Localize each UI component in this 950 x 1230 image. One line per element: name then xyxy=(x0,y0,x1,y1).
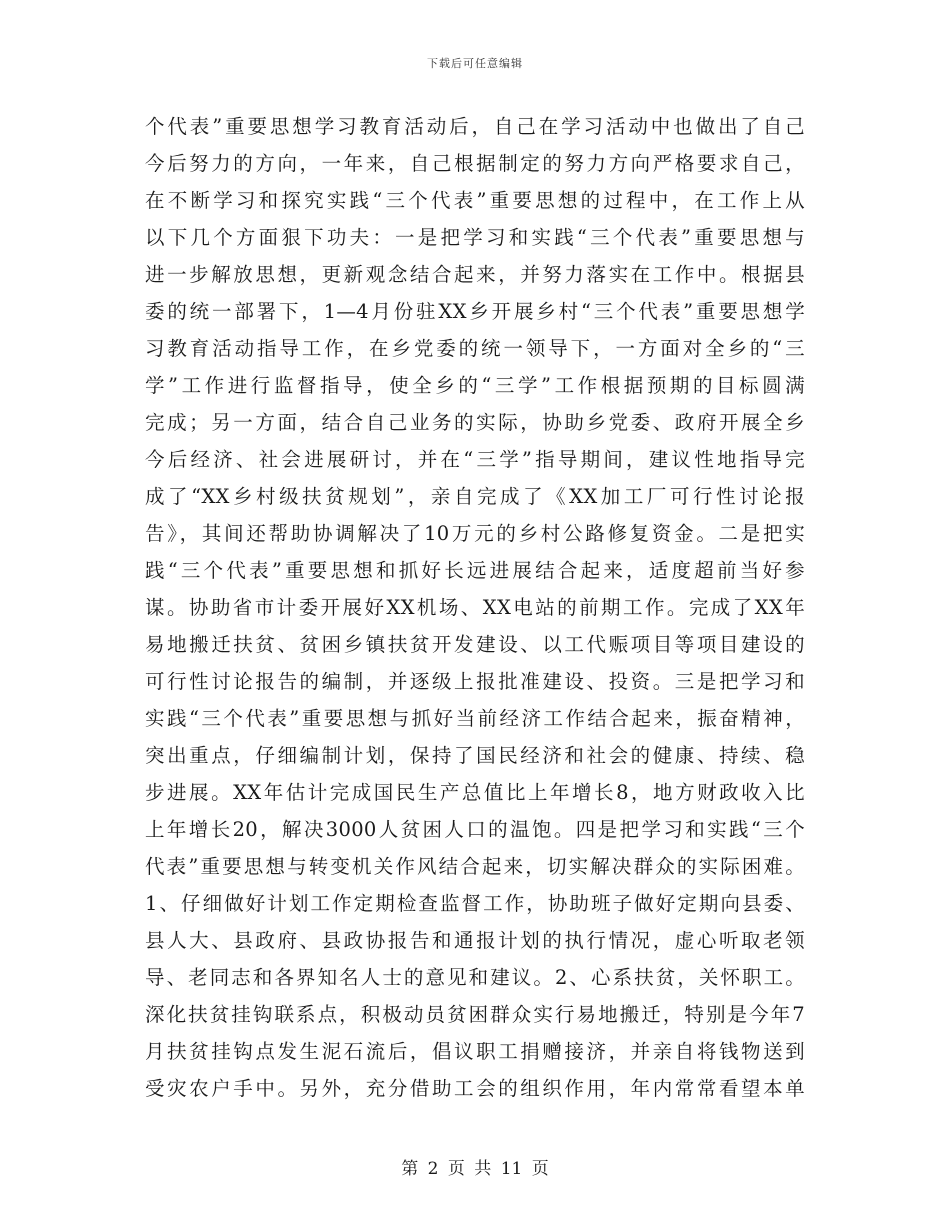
paragraph-line: 习教育活动指导工作，在乡党委的统一领导下，一方面对全乡的“三 xyxy=(145,337,805,360)
paragraph-line: 完成；另一方面，结合自己业务的实际，协助乡党委、政府开展全乡 xyxy=(145,411,805,434)
paragraph-line: 在不断学习和探究实践“三个代表”重要思想的过程中，在工作上从 xyxy=(145,189,805,212)
paragraph-line: 易地搬迁扶贫、贫困乡镇扶贫开发建设、以工代赈项目等项目建设的 xyxy=(145,633,805,656)
paragraph-line: 代表”重要思想与转变机关作风结合起来，切实解决群众的实际困难。 xyxy=(145,855,805,878)
paragraph-line: 受灾农户手中。另外，充分借助工会的组织作用，年内常常看望本单 xyxy=(145,1077,805,1100)
paragraph-line: 告》，其间还帮助协调解决了10万元的乡村公路修复资金。二是把实 xyxy=(145,522,805,545)
paragraph-line: 以下几个方面狠下功夫：一是把学习和实践“三个代表”重要思想与 xyxy=(145,226,805,249)
paragraph-line: 县人大、县政府、县政协报告和通报计划的执行情况，虚心听取老领 xyxy=(145,929,805,952)
page-header: 下载后可任意编辑 xyxy=(427,57,523,70)
paragraph-line: 月扶贫挂钩点发生泥石流后，倡议职工捐赠接济，并亲自将钱物送到 xyxy=(145,1040,805,1063)
paragraph-line: 谋。协助省市计委开展好XX机场、XX电站的前期工作。完成了XX年 xyxy=(145,596,805,619)
paragraph-line: 可行性讨论报告的编制，并逐级上报批准建设、投资。三是把学习和 xyxy=(145,670,805,693)
page-number-footer: 第 2 页 共 11 页 xyxy=(401,1159,549,1179)
paragraph-line: 个代表”重要思想学习教育活动后，自己在学习活动中也做出了自己 xyxy=(145,115,805,138)
paragraph-line: 今后努力的方向，一年来，自己根据制定的努力方向严格要求自己， xyxy=(145,152,805,175)
paragraph-line: 今后经济、社会进展研讨，并在“三学”指导期间，建议性地指导完 xyxy=(145,448,805,471)
document-body xyxy=(145,108,805,1107)
paragraph-line: 成了“XX乡村级扶贫规划”，亲自完成了《XX加工厂可行性讨论报 xyxy=(145,485,805,508)
paragraph-line: 导、老同志和各界知名人士的意见和建议。2、心系扶贫，关怀职工。 xyxy=(145,966,805,989)
paragraph-line: 进一步解放思想，更新观念结合起来，并努力落实在工作中。根据县 xyxy=(145,263,805,286)
paragraph-line: 步进展。XX年估计完成国民生产总值比上年增长8，地方财政收入比 xyxy=(145,781,805,804)
paragraph-line: 深化扶贫挂钩联系点，积极动员贫困群众实行易地搬迁，特别是今年7 xyxy=(145,1003,805,1026)
paragraph-line: 上年增长20，解决3000人贫困人口的温饱。四是把学习和实践“三个 xyxy=(145,818,805,841)
paragraph-line: 践“三个代表”重要思想和抓好长远进展结合起来，适度超前当好参 xyxy=(145,559,805,582)
paragraph-line: 实践“三个代表”重要思想与抓好当前经济工作结合起来，振奋精神， xyxy=(145,707,805,730)
paragraph-line: 学”工作进行监督指导，使全乡的“三学”工作根据预期的目标圆满 xyxy=(145,374,805,397)
paragraph-line: 突出重点，仔细编制计划，保持了国民经济和社会的健康、持续、稳 xyxy=(145,744,805,767)
paragraph-line: 1、仔细做好计划工作定期检查监督工作，协助班子做好定期向县委、 xyxy=(145,892,805,915)
paragraph-line: 委的统一部署下，1—4月份驻XX乡开展乡村“三个代表”重要思想学 xyxy=(145,300,805,323)
